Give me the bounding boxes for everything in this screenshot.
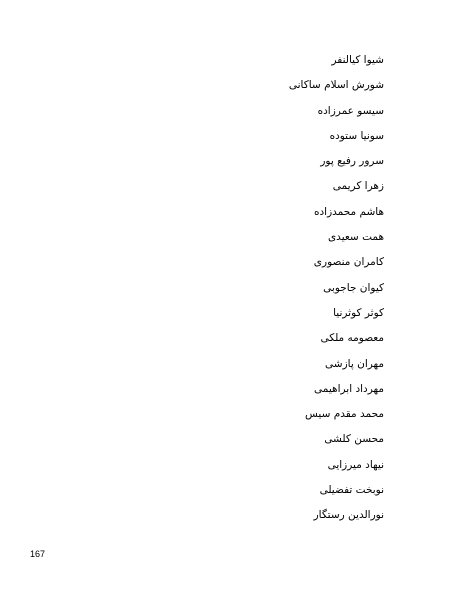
list-item: نورالدین رستگار (313, 509, 384, 522)
list-item: نوبخت تفضیلی (319, 484, 384, 497)
list-item: شیوا کیالنفر (331, 54, 384, 66)
list-item: مهران پازشی (325, 357, 384, 370)
list-item: سیسو عمرزاده (317, 104, 384, 117)
page-number: 167 (30, 549, 46, 559)
list-item: همت سعیدی (327, 231, 384, 244)
list-item: محسن کلشی (324, 433, 384, 446)
list-item: زهرا کریمی (332, 180, 384, 193)
list-item: سونیا ستوده (329, 129, 384, 142)
list-item: کوثر کوثرنیا (333, 306, 384, 319)
list-item: کامران منصوری (313, 256, 384, 269)
list-item: مهرداد ابراهیمی (314, 382, 384, 395)
list-item: معصومه ملکی (320, 332, 384, 345)
list-item: محمد مقدم سیس (305, 408, 384, 421)
list-item: نیهاد میرزایی (327, 458, 384, 471)
list-item: هاشم محمدزاده (313, 205, 384, 218)
list-item: شورش اسلام ساکانی (288, 79, 384, 92)
list-item: سرور رفیع پور (320, 155, 384, 168)
list-item: کیوان جاجوبی (323, 281, 384, 294)
name-list (289, 53, 384, 534)
